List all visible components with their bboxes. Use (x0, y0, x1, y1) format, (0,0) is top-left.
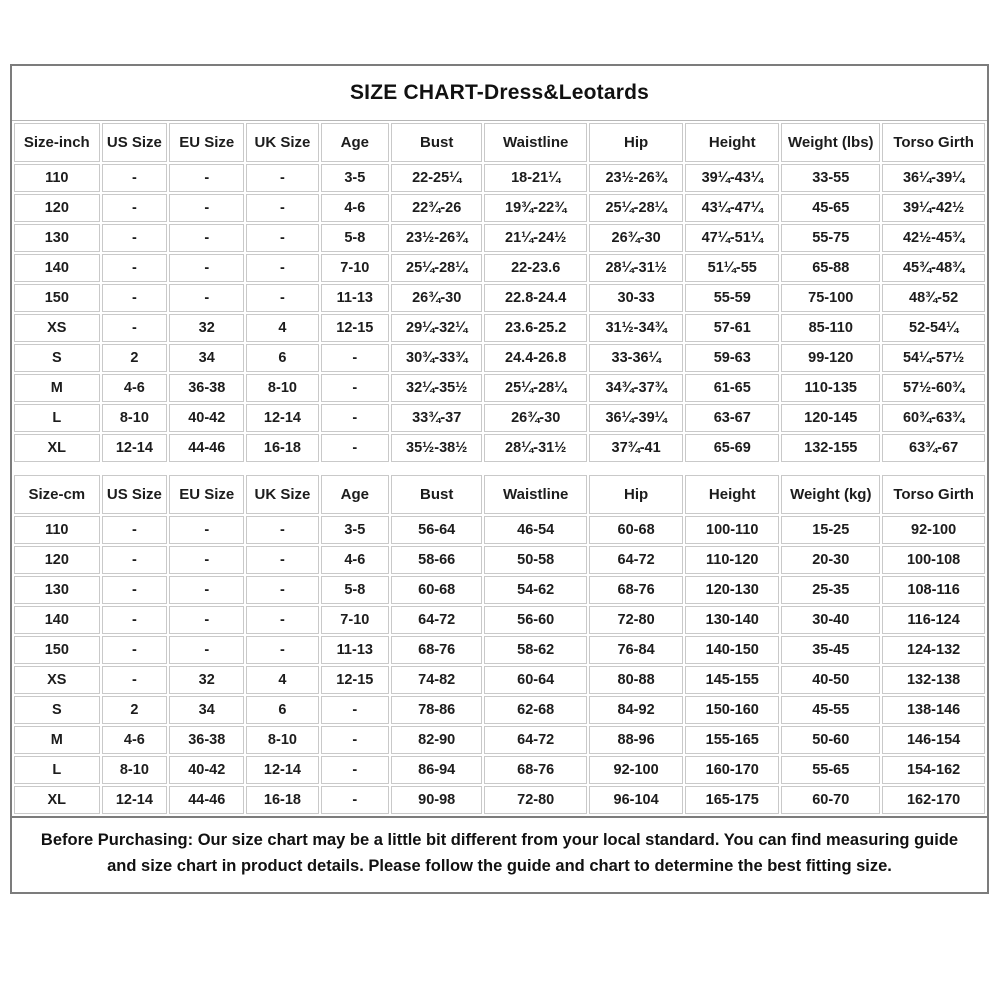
table-cell: 55-65 (781, 756, 880, 784)
size-table-cm (12, 473, 987, 816)
table-cell: 63-67 (685, 404, 779, 432)
table-row (14, 516, 985, 544)
table-cell: S (14, 344, 100, 372)
table-cell: 19¾-22¾ (484, 194, 587, 222)
size-table-inch (12, 121, 987, 464)
table-cell: 146-154 (882, 726, 985, 754)
table-cell: 50-60 (781, 726, 880, 754)
table-cell: - (321, 786, 389, 814)
table-cell: 5-8 (321, 576, 389, 604)
table-cell: 75-100 (781, 284, 880, 312)
table-header-cell: Hip (589, 123, 683, 162)
table-cell: - (246, 254, 318, 282)
table-cell: - (321, 374, 389, 402)
table-cell: 36-38 (169, 726, 244, 754)
table-cell: 22-25¼ (391, 164, 482, 192)
table-row (14, 314, 985, 342)
table-cell: 110 (14, 516, 100, 544)
table-cell: 25¼-28¼ (391, 254, 482, 282)
table-cell: 3-5 (321, 164, 389, 192)
table-cell: - (102, 314, 168, 342)
table-cell: 56-60 (484, 606, 587, 634)
table-cell: 32 (169, 314, 244, 342)
table-cell: 40-50 (781, 666, 880, 694)
table-row (14, 576, 985, 604)
table-cell: 150 (14, 636, 100, 664)
table-cell: 4 (246, 314, 318, 342)
table-cell: - (246, 224, 318, 252)
table-cell: 28¼-31½ (484, 434, 587, 462)
table-header-cell: Size-inch (14, 123, 100, 162)
table-cell: 8-10 (246, 374, 318, 402)
table-cell: 37¾-41 (589, 434, 683, 462)
table-cell: 4-6 (321, 194, 389, 222)
table-cell: 35½-38½ (391, 434, 482, 462)
table-row (14, 224, 985, 252)
table-cell: 45-65 (781, 194, 880, 222)
table-cell: 60-70 (781, 786, 880, 814)
table-cell: 48¾-52 (882, 284, 985, 312)
table-cell: 24.4-26.8 (484, 344, 587, 372)
table-cell: 4-6 (102, 374, 168, 402)
table-header-cell: Torso Girth (882, 475, 985, 514)
table-row (14, 756, 985, 784)
table-cell: 25¼-28¼ (484, 374, 587, 402)
table-cell: 6 (246, 696, 318, 724)
table-cell: XL (14, 786, 100, 814)
table-cell: - (246, 194, 318, 222)
table-cell: 150 (14, 284, 100, 312)
table-row (14, 194, 985, 222)
table-cell: 145-155 (685, 666, 779, 694)
header-row (14, 475, 985, 514)
table-divider-gap (12, 464, 987, 473)
table-header-cell: US Size (102, 123, 168, 162)
table-cell: 140 (14, 254, 100, 282)
table-cell: - (102, 224, 168, 252)
table-row (14, 606, 985, 634)
table-cell: 4-6 (321, 546, 389, 574)
table-cell: L (14, 756, 100, 784)
table-cell: 12-14 (102, 786, 168, 814)
table-cell: 15-25 (781, 516, 880, 544)
table-cell: - (169, 606, 244, 634)
table-cell: 58-66 (391, 546, 482, 574)
table-header-cell: Size-cm (14, 475, 100, 514)
table-cell: 35-45 (781, 636, 880, 664)
table-row (14, 636, 985, 664)
table-cell: XS (14, 666, 100, 694)
table-cell: 120 (14, 546, 100, 574)
table-cell: 160-170 (685, 756, 779, 784)
table-cell: 130 (14, 224, 100, 252)
table-cell: M (14, 726, 100, 754)
table-cell: 86-94 (391, 756, 482, 784)
table-cell: 33¾-37 (391, 404, 482, 432)
table-cell: 54¼-57½ (882, 344, 985, 372)
table-cell: 3-5 (321, 516, 389, 544)
table-cell: 28¼-31½ (589, 254, 683, 282)
table-cell: 57½-60¾ (882, 374, 985, 402)
table-cell: 8-10 (246, 726, 318, 754)
table-cell: - (246, 284, 318, 312)
table-cell: - (102, 636, 168, 664)
table-row (14, 434, 985, 462)
table-cell: - (102, 516, 168, 544)
table-cell: 59-63 (685, 344, 779, 372)
table-cell: 4 (246, 666, 318, 694)
purchase-note: Before Purchasing: Our size chart may be a little bit different from your local standard. You can find measuring guide and size chart in product details. Please follow the guide and chart to determine the best fitting size. (12, 816, 987, 892)
table-cell: 4-6 (102, 726, 168, 754)
table-cell: - (102, 254, 168, 282)
table-cell: 16-18 (246, 434, 318, 462)
table-cell: 120-145 (781, 404, 880, 432)
table-cell: 100-108 (882, 546, 985, 574)
table-cell: - (102, 576, 168, 604)
table-cell: 74-82 (391, 666, 482, 694)
table-cell: 11-13 (321, 284, 389, 312)
table-cell: - (169, 546, 244, 574)
table-cell: 140-150 (685, 636, 779, 664)
table-cell: 36-38 (169, 374, 244, 402)
table-cell: 26¾-30 (391, 284, 482, 312)
table-cell: 55-59 (685, 284, 779, 312)
table-cell: 33-55 (781, 164, 880, 192)
table-cell: 110 (14, 164, 100, 192)
table-header-cell: Height (685, 123, 779, 162)
table-row (14, 284, 985, 312)
table-cell: 23½-26¾ (391, 224, 482, 252)
table-header-cell: UK Size (246, 475, 318, 514)
table-cell: S (14, 696, 100, 724)
table-row (14, 666, 985, 694)
table-cell: 12-14 (246, 404, 318, 432)
table-cell: 2 (102, 696, 168, 724)
table-header-cell: US Size (102, 475, 168, 514)
table-cell: 57-61 (685, 314, 779, 342)
table-cell: 84-92 (589, 696, 683, 724)
table-cell: 12-14 (246, 756, 318, 784)
table-cell: - (169, 194, 244, 222)
table-header-cell: UK Size (246, 123, 318, 162)
table-cell: 25¼-28¼ (589, 194, 683, 222)
table-cell: 18-21¼ (484, 164, 587, 192)
table-cell: 150-160 (685, 696, 779, 724)
table-cell: 21¼-24½ (484, 224, 587, 252)
table-cell: 6 (246, 344, 318, 372)
table-cell: 96-104 (589, 786, 683, 814)
table-cell: 2 (102, 344, 168, 372)
table-cell: - (246, 516, 318, 544)
table-cell: 54-62 (484, 576, 587, 604)
table-cell: - (321, 404, 389, 432)
table-header-cell: Waistline (484, 123, 587, 162)
table-cell: 120-130 (685, 576, 779, 604)
table-cell: - (246, 546, 318, 574)
table-cell: 26¾-30 (484, 404, 587, 432)
table-cell: 23.6-25.2 (484, 314, 587, 342)
table-cell: 60-68 (589, 516, 683, 544)
table-row (14, 344, 985, 372)
table-cell: 72-80 (484, 786, 587, 814)
table-row (14, 374, 985, 402)
table-cell: M (14, 374, 100, 402)
table-cell: 22.8-24.4 (484, 284, 587, 312)
table-cell: 60¾-63¾ (882, 404, 985, 432)
table-cell: 132-155 (781, 434, 880, 462)
table-row (14, 254, 985, 282)
table-cell: 39¼-42½ (882, 194, 985, 222)
table-cell: 50-58 (484, 546, 587, 574)
table-cell: 5-8 (321, 224, 389, 252)
table-cell: 62-68 (484, 696, 587, 724)
table-cell: 39¼-43¼ (685, 164, 779, 192)
table-cell: 82-90 (391, 726, 482, 754)
table-cell: - (102, 546, 168, 574)
table-cell: - (246, 606, 318, 634)
table-cell: 30-40 (781, 606, 880, 634)
table-cell: 34¾-37¾ (589, 374, 683, 402)
table-header-cell: Bust (391, 123, 482, 162)
table-cell: 92-100 (589, 756, 683, 784)
table-cell: 40-42 (169, 404, 244, 432)
table-cell: 8-10 (102, 404, 168, 432)
table-cell: 120 (14, 194, 100, 222)
table-cell: 7-10 (321, 254, 389, 282)
table-cell: 90-98 (391, 786, 482, 814)
table-header-cell: Hip (589, 475, 683, 514)
table-cell: - (169, 164, 244, 192)
table-cell: - (169, 254, 244, 282)
table-cell: - (321, 696, 389, 724)
table-cell: 36¼-39¼ (882, 164, 985, 192)
table-cell: 32 (169, 666, 244, 694)
table-cell: 8-10 (102, 756, 168, 784)
table-cell: 92-100 (882, 516, 985, 544)
table-cell: 43¼-47¼ (685, 194, 779, 222)
table-row (14, 696, 985, 724)
table-cell: 7-10 (321, 606, 389, 634)
table-cell: 26¾-30 (589, 224, 683, 252)
table-header-cell: Age (321, 123, 389, 162)
table-cell: 61-65 (685, 374, 779, 402)
table-cell: 11-13 (321, 636, 389, 664)
table-cell: - (169, 284, 244, 312)
table-row (14, 726, 985, 754)
table-cell: 63¾-67 (882, 434, 985, 462)
table-cell: 124-132 (882, 636, 985, 664)
table-cell: 60-68 (391, 576, 482, 604)
table-cell: 132-138 (882, 666, 985, 694)
table-cell: - (321, 344, 389, 372)
table-cell: L (14, 404, 100, 432)
table-cell: 162-170 (882, 786, 985, 814)
table-cell: 23½-26¾ (589, 164, 683, 192)
table-header-cell: EU Size (169, 475, 244, 514)
table-cell: 12-14 (102, 434, 168, 462)
table-cell: - (321, 756, 389, 784)
table-cell: 52-54¼ (882, 314, 985, 342)
table-cell: 60-64 (484, 666, 587, 694)
table-cell: 20-30 (781, 546, 880, 574)
table-cell: 116-124 (882, 606, 985, 634)
table-cell: 76-84 (589, 636, 683, 664)
page-title: SIZE CHART-Dress&Leotards (12, 66, 987, 121)
table-cell: - (246, 636, 318, 664)
table-header-cell: Bust (391, 475, 482, 514)
table-cell: 165-175 (685, 786, 779, 814)
table-cell: 30¾-33¾ (391, 344, 482, 372)
table-cell: 22¾-26 (391, 194, 482, 222)
table-cell: 34 (169, 344, 244, 372)
table-cell: 25-35 (781, 576, 880, 604)
table-cell: 22-23.6 (484, 254, 587, 282)
table-cell: 138-146 (882, 696, 985, 724)
header-row (14, 123, 985, 162)
table-cell: 100-110 (685, 516, 779, 544)
table-row (14, 546, 985, 574)
table-cell: - (169, 224, 244, 252)
table-cell: 34 (169, 696, 244, 724)
table-cell: 65-88 (781, 254, 880, 282)
table-cell: 155-165 (685, 726, 779, 754)
table-cell: 47¼-51¼ (685, 224, 779, 252)
table-cell: 45-55 (781, 696, 880, 724)
table-cell: 130-140 (685, 606, 779, 634)
table-cell: 55-75 (781, 224, 880, 252)
table-cell: 12-15 (321, 314, 389, 342)
table-cell: 68-76 (484, 756, 587, 784)
table-cell: - (102, 164, 168, 192)
table-cell: - (169, 576, 244, 604)
table-cell: 44-46 (169, 786, 244, 814)
table-cell: - (102, 606, 168, 634)
table-header-cell: Torso Girth (882, 123, 985, 162)
table-cell: 45¾-48¾ (882, 254, 985, 282)
table-row (14, 786, 985, 814)
table-cell: 42½-45¾ (882, 224, 985, 252)
table-cell: 32¼-35½ (391, 374, 482, 402)
table-cell: 68-76 (391, 636, 482, 664)
table-cell: 154-162 (882, 756, 985, 784)
table-cell: 40-42 (169, 756, 244, 784)
table-cell: 16-18 (246, 786, 318, 814)
table-cell: 46-54 (484, 516, 587, 544)
size-chart-panel (10, 64, 989, 894)
table-cell: - (169, 516, 244, 544)
table-cell: 65-69 (685, 434, 779, 462)
table-header-cell: Weight (kg) (781, 475, 880, 514)
table-cell: - (169, 636, 244, 664)
table-header-cell: Waistline (484, 475, 587, 514)
table-cell: 99-120 (781, 344, 880, 372)
table-cell: - (246, 164, 318, 192)
table-cell: - (102, 194, 168, 222)
table-header-cell: EU Size (169, 123, 244, 162)
table-cell: - (246, 576, 318, 604)
table-cell: 56-64 (391, 516, 482, 544)
table-cell: 64-72 (391, 606, 482, 634)
table-header-cell: Age (321, 475, 389, 514)
table-cell: 12-15 (321, 666, 389, 694)
table-cell: 51¼-55 (685, 254, 779, 282)
table-cell: 58-62 (484, 636, 587, 664)
table-cell: - (102, 284, 168, 312)
table-cell: - (102, 666, 168, 694)
table-cell: 110-120 (685, 546, 779, 574)
table-cell: 33-36¼ (589, 344, 683, 372)
table-cell: 64-72 (484, 726, 587, 754)
table-cell: 30-33 (589, 284, 683, 312)
table-cell: 140 (14, 606, 100, 634)
table-cell: - (321, 726, 389, 754)
table-cell: 72-80 (589, 606, 683, 634)
table-cell: 78-86 (391, 696, 482, 724)
table-header-cell: Height (685, 475, 779, 514)
table-cell: XL (14, 434, 100, 462)
table-cell: 31½-34¾ (589, 314, 683, 342)
table-header-cell: Weight (lbs) (781, 123, 880, 162)
table-cell: 110-135 (781, 374, 880, 402)
table-cell: 29¼-32¼ (391, 314, 482, 342)
table-cell: 68-76 (589, 576, 683, 604)
table-cell: 88-96 (589, 726, 683, 754)
table-cell: 80-88 (589, 666, 683, 694)
table-cell: 36¼-39¼ (589, 404, 683, 432)
table-cell: XS (14, 314, 100, 342)
table-cell: 44-46 (169, 434, 244, 462)
table-cell: 64-72 (589, 546, 683, 574)
table-cell: 108-116 (882, 576, 985, 604)
table-row (14, 164, 985, 192)
table-row (14, 404, 985, 432)
table-cell: 130 (14, 576, 100, 604)
table-cell: 85-110 (781, 314, 880, 342)
table-cell: - (321, 434, 389, 462)
